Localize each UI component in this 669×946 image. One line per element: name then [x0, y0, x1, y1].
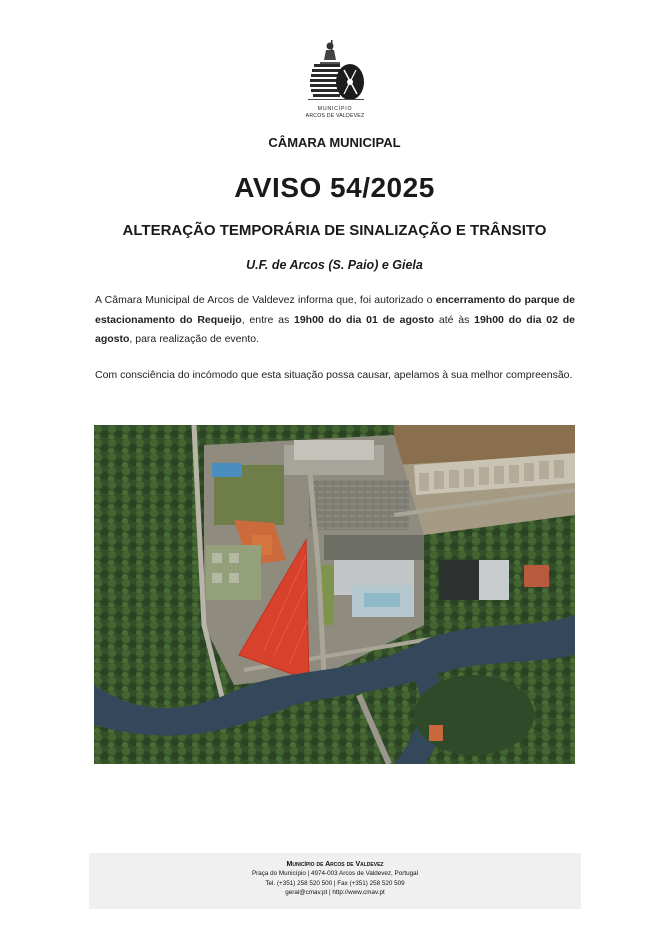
p1-text-4: , para realização de evento.	[129, 333, 260, 345]
footer-phones: Tel. (+351) 258 520 500 | Fax (+351) 258 520 509	[265, 879, 405, 887]
parish-name: U.F. de Arcos (S. Paio) e Giela	[246, 258, 423, 272]
notice-paragraph-1	[95, 291, 575, 350]
footer-municipality-name: Município de Arcos de Valdevez	[286, 861, 384, 868]
p1-bold-closure: encerramento do parque de estacionamento do Requeijo	[95, 294, 575, 326]
p1-bold-start: 19h00 do dia 01 de agosto	[294, 313, 435, 326]
organization-name: CÂMARA MUNICIPAL	[268, 135, 401, 150]
footer-contacts: geral@cmav.pt | http://www.cmav.pt	[285, 889, 385, 897]
logo-line-1: MUNICÍPIO	[317, 106, 353, 112]
p1-text-1: A Câmara Municipal de Arcos de Valdevez informa que, foi autorizado o	[95, 294, 436, 306]
p1-text-2: , entre as	[241, 313, 294, 326]
p1-text-3: até às	[434, 313, 475, 326]
notice-paragraph-2: Com consciência do incómodo que esta situação possa causar, apelamos à sua melhor compreensão.	[95, 369, 573, 381]
logo-line-2: ARCOS DE VALDEVEZ	[305, 113, 365, 119]
notice-title: AVISO 54/2025	[234, 172, 435, 203]
notice-subject: ALTERAÇÃO TEMPORÁRIA DE SINALIZAÇÃO E TRÂNSITO	[122, 222, 547, 239]
aerial-map	[94, 425, 575, 764]
footer-address: Praça do Município | 4974-003 Arcos de Valdevez, Portugal	[251, 870, 419, 878]
p1-bold-end: 19h00 do dia 02 de agosto	[95, 313, 575, 345]
footer-contact-box	[89, 853, 581, 909]
